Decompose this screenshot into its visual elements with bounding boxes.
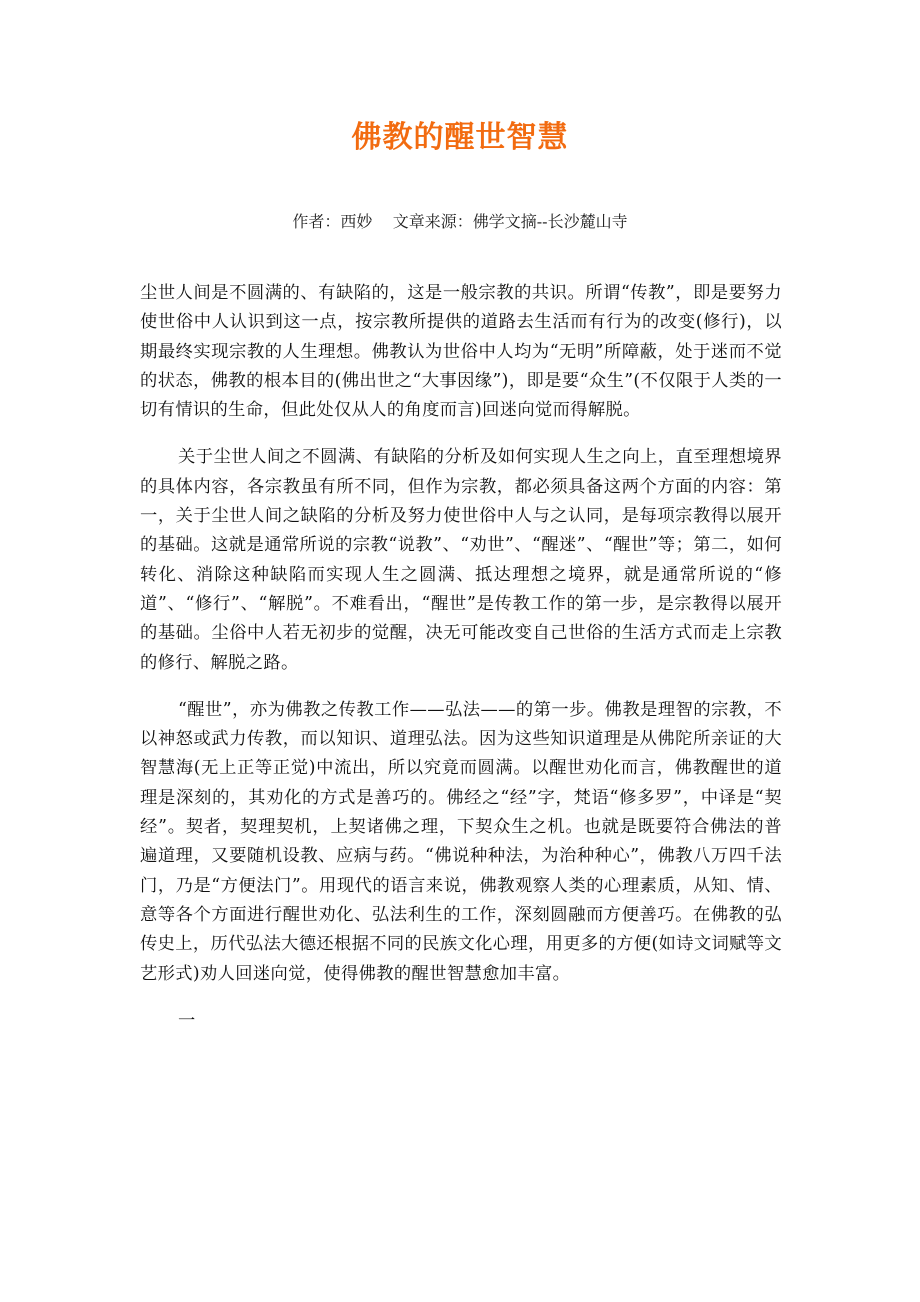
article-body bbox=[140, 279, 782, 1036]
paragraph-1: 尘世人间是不圆满的、有缺陷的，这是一般宗教的共识。所谓“传教”，即是要努力使世俗中人认识到这一点，按宗教所提供的道路去生活而有行为的改变(修行)，以期最终实现宗教的人生理想。佛教认为世俗中人均为“无明”所障蔽，处于迷而不觉的状态，佛教的根本目的(佛出世之“大事因缘”)，即是要“众生”(不仅限于人类的一切有情识的生命，但此处仅从人的角度而言)回迷向觉而得解脱。 bbox=[140, 283, 782, 421]
byline bbox=[0, 209, 920, 232]
paragraph-2: 关于尘世人间之不圆满、有缺陷的分析及如何实现人生之向上，直至理想境界的具体内容，各宗教虽有所不同，但作为宗教，都必须具备这两个方面的内容：第一，关于尘世人间之缺陷的分析及努力使世俗中人与之认同，是每项宗教得以展开的基础。这就是通常所说的宗教“说教”、“劝世”、“醒迷”、“醒世”等；第二，如何转化、消除这种缺陷而实现人生之圆满、抵达理想之境界，就是通常所说的“修道”、“修行”、“解脱”。不难看出，“醒世”是传教工作的第一步，是宗教得以展开的基础。尘俗中人若无初步的觉醒，决无可能改变自己世俗的生活方式而走上宗教的修行、解脱之路。 bbox=[140, 447, 782, 673]
author-label: 作者：西妙 bbox=[292, 212, 373, 231]
page-title: 佛教的醒世智慧 bbox=[351, 120, 569, 155]
section-number: 一 bbox=[178, 1010, 196, 1031]
source-label: 文章来源：佛学文摘--长沙麓山寺 bbox=[392, 212, 628, 231]
paragraph-3: “醒世”，亦为佛教之传教工作——弘法——的第一步。佛教是理智的宗教，不以神怒或武力传教，而以知识、道理弘法。因为这些知识道理是从佛陀所亲证的大智慧海(无上正等正觉)中流出，所以究竟而圆满。以醒世劝化而言，佛教醒世的道理是深刻的，其劝化的方式是善巧的。佛经之“经”字，梵语“修多罗”，中译是“契经”。契者，契理契机，上契诸佛之理，下契众生之机。也就是既要符合佛法的普遍道理，又要随机设教、应病与药。“佛说种种法，为治种种心”，佛教八万四千法门，乃是“方便法门”。用现代的语言来说，佛教观察人类的心理素质，从知、情、意等各个方面进行醒世劝化、弘法利生的工作，深刻圆融而方便善巧。在佛教的弘传史上，历代弘法大德还根据不同的民族文化心理，用更多的方便(如诗文词赋等文艺形式)劝人回迷向觉，使得佛教的醒世智慧愈加丰富。 bbox=[140, 699, 782, 984]
